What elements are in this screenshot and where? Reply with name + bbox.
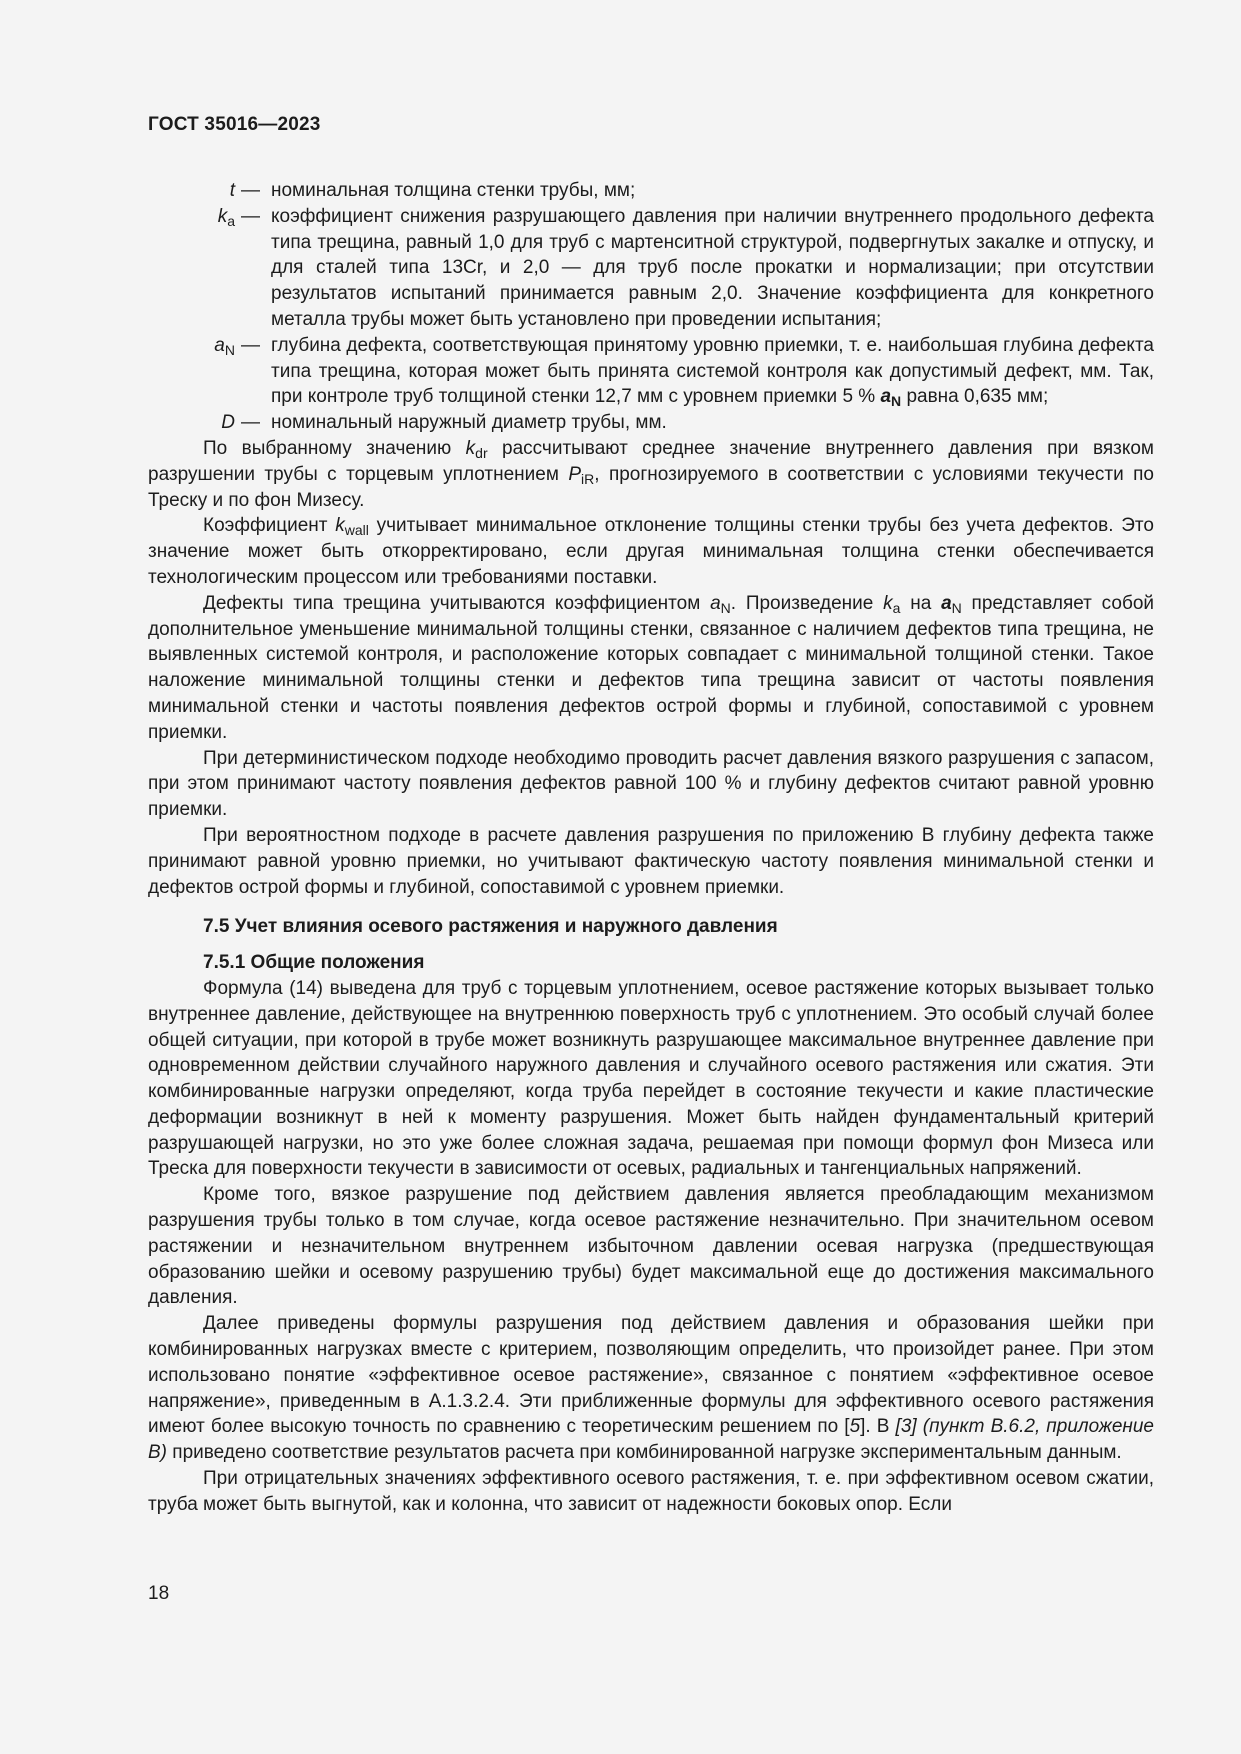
paragraph-ductile-failure: Кроме того, вязкое разрушение под действием давления является преобладающим механизмом разрушения трубы только в том случае, когда осевое растяжение незначительно. При значительном осевом растяжении и незначительном внутреннем избыточном давлении осевая нагрузка (предшествующая образованию шейки и осевому разрушению трубы) будет максимальной еще до достижения максимального давления. [148,1184,1154,1309]
section-heading-7-5: 7.5 Учет влияния осевого растяжения и наружного давления [203,916,778,938]
definition-an [148,333,1154,410]
paragraph-deterministic: При детерминистическом подходе необходимо проводить расчет давления вязкого разрушения с запасом, при этом принимают частоту появления дефектов равной 100 % и глубину дефектов считают равной уровню приемки. [148,747,1154,821]
definition-symbol: D [221,412,235,434]
definition-text: глубина дефекта, соответствующая принятому уровню приемки, т. е. наибольшая глубина дефекта типа трещина, которая может быть принята системой контроля как допустимый дефект, мм. Так, при контроле труб толщиной стенки 12,7 мм с уровнем приемки 5 % $a_N$ равна 0,635 мм; [271,334,1154,410]
page-body [148,178,1154,1518]
definition-ka [148,204,1154,333]
paragraph-probabilistic: При вероятностном подходе в расчете давления разрушения по приложению В глубину дефекта также принимают равной уровню приемки, но учитывают фактическую частоту появления минимальной стенки и дефектов острой формы и глубиной, сопоставимой с уровнем приемки. [148,824,1154,898]
definition-text: номинальная толщина стенки трубы, мм; [271,180,636,201]
definition-t [148,178,1154,204]
definition-dash: — [241,180,260,201]
paragraph-combined-loads: Далее приведены формулы разрушения под действием давления и образования шейки при комбинированных нагрузках вместе с критерием, позволяющим определить, что произойдет ранее. При этом использовано понятие «эффективное осевое растяжение», связанное с понятием «эффективное осевое напряжение», приведенным в А.1.3.2.4. Эти приближенные формулы для эффективного осевого растяжения имеют более высокую точность по сравнению с теоретическим решением по [5]. В [3] (пункт В.6.2, приложение В) приведено соответствие результатов расчета при комбинированной нагрузке экспериментальным данным. [148,1313,1154,1464]
paragraph-kwall: Коэффициент $k_{wall}$ учитывает минимальное отклонение толщины стенки трубы без учета дефектов. Это значение может быть откорректировано, если другая минимальная толщина стенки обеспечивается технологическим процессом или требованиями поставки. [148,515,1154,588]
definition-text: номинальный наружный диаметр трубы, мм. [271,412,667,434]
paragraph-defects: Дефекты типа трещина учитываются коэффициентом $a_N$. Произведение $k_a$ на $a_N$ представляет собой дополнительное уменьшение минимальной толщины стенки, связанное с наличием дефектов типа трещина, не выявленных системой контроля, и расположение которых совпадает с минимальной толщиной стенки. Такое наложение минимальной толщины стенки и дефектов типа трещина зависит от частоты появления минимальной стенки и частоты появления дефектов острой формы и глубиной, сопоставимой с уровнем приемки. [148,592,1155,743]
section-heading-7-5-1: 7.5.1 Общие положения [203,952,425,974]
definition-symbol: $a_N$ [214,334,235,358]
definition-dash: — [241,412,260,434]
paragraph-formula-14: Формула (14) выведена для труб с торцевым уплотнением, осевое растяжение которых вызывает только внутреннее давление, действующее на внутреннюю поверхность труб с уплотнением. Это особый случай более общей ситуации, при которой в трубе может возникнуть разрушающее максимальное внутреннее давление при одновременном действии случайного наружного давления и случайного осевого растяжения или сжатия. Эти комбинированные нагрузки определяют, когда труба перейдет в состояние текучести и какие пластические деформации возникнут в ней к моменту разрушения. Может быть найден фундаментальный критерий разрушающей нагрузки, но это уже более сложная задача, решаемая при помощи формул фон Мизеса или Треска для поверхности текучести в зависимости от осевых, радиальных и тангенциальных напряжений. [148,977,1154,1180]
definition-dash: — [241,205,260,227]
definition-text: коэффициент снижения разрушающего давления при наличии внутреннего продольного дефекта типа трещина, равный 1,0 для труб с мартенситной структурой, подвергнутых закалке и отпуску, и для сталей типа 13Cr, и 2,0 — для труб после прокатки и нормализации; при отсутствии результатов испытаний принимается равным 2,0. Значение коэффициента для конкретного металла трубы может быть установлено при проведении испытания; [271,205,1154,330]
definition-d [148,410,1154,436]
definition-symbol: t [229,180,235,201]
definition-dash: — [241,334,260,356]
paragraph-kdr: По выбранному значению $k_{dr}$ рассчитывают среднее значение внутреннего давления при вязком разрушении трубы с торцевым уплотнением $P_{iR}$, прогнозируемого в соответствии с условиями текучести по Треску и по фон Мизесу. [148,437,1154,511]
definition-symbol: $k_a$ [217,205,235,229]
page-number: 18 [148,1583,170,1604]
paragraph-negative-tension: При отрицательных значениях эффективного осевого растяжения, т. е. при эффективном осевом сжатии, труба может быть выгнутой, как и колонна, что зависит от надежности боковых опор. Если [148,1468,1154,1515]
document-header: ГОСТ 35016—2023 [148,114,321,135]
